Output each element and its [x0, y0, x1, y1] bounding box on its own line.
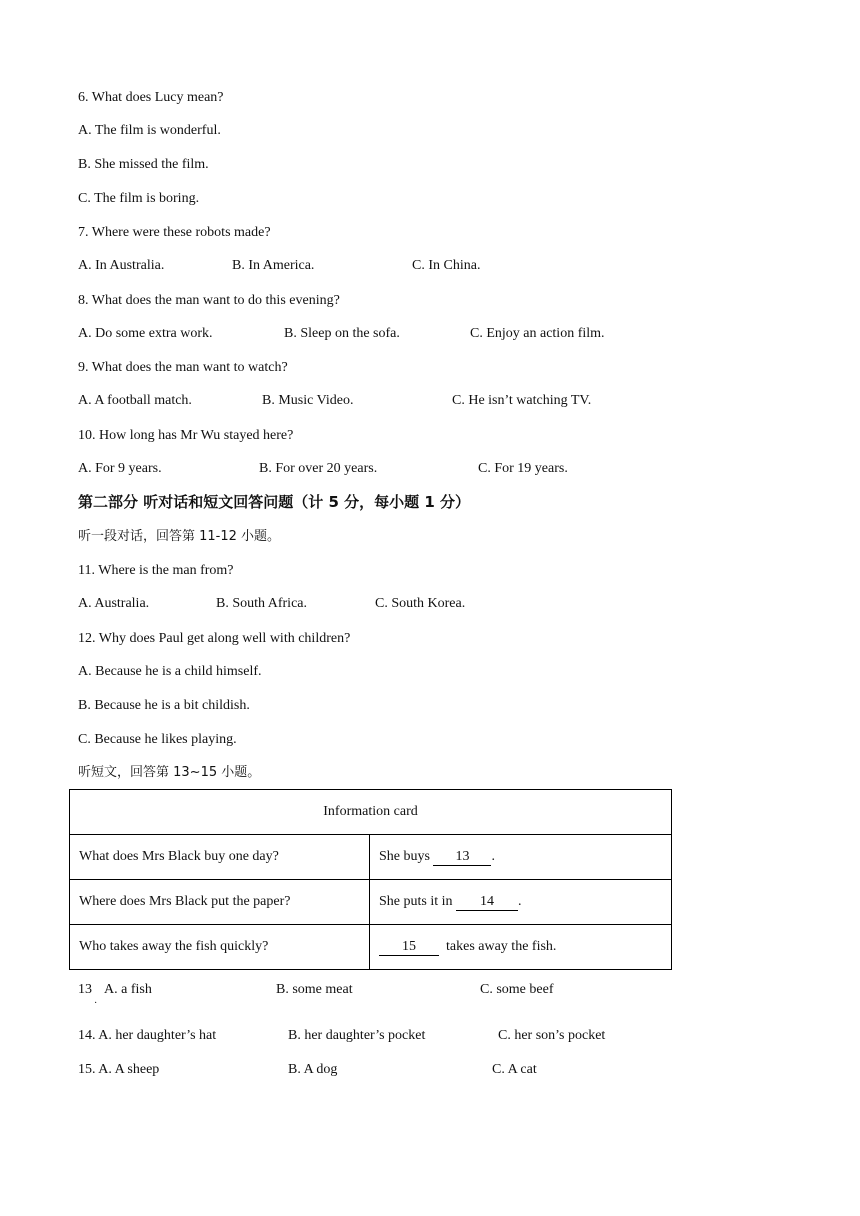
question-13-dot: ·	[94, 998, 98, 1009]
card-answer-13	[370, 835, 672, 880]
option-10c: C. For 19 years.	[478, 461, 568, 476]
option-12a: A. Because he is a child himself.	[78, 664, 262, 679]
option-9a: A. A football match.	[78, 393, 192, 408]
option-10a: A. For 9 years.	[78, 461, 162, 476]
option-11c: C. South Korea.	[375, 596, 466, 611]
card-answer-post: .	[518, 893, 522, 909]
question-9: 9. What does the man want to watch?	[78, 360, 288, 375]
option-7a: A. In Australia.	[78, 258, 165, 273]
option-8b: B. Sleep on the sofa.	[284, 326, 400, 341]
blank-15: 15	[379, 939, 439, 956]
option-13b: B. some meat	[276, 982, 353, 997]
question-7: 7. Where were these robots made?	[78, 225, 271, 240]
option-8c: C. Enjoy an action film.	[470, 326, 605, 341]
card-question-13: What does Mrs Black buy one day?	[70, 835, 370, 880]
option-15a: 15. A. A sheep	[78, 1062, 160, 1077]
question-6: 6. What does Lucy mean?	[78, 90, 224, 105]
option-6a: A. The film is wonderful.	[78, 123, 221, 138]
option-14c: C. her son’s pocket	[498, 1028, 606, 1043]
option-15c: C. A cat	[492, 1062, 537, 1077]
question-12: 12. Why does Paul get along well with children?	[78, 631, 351, 646]
card-answer-15	[370, 925, 672, 970]
part-2-instruction-1: 听一段对话，回答第 11-12 小题。	[78, 529, 281, 544]
option-10b: B. For over 20 years.	[259, 461, 378, 476]
option-12b: B. Because he is a bit childish.	[78, 698, 250, 713]
option-12c: C. Because he likes playing.	[78, 732, 237, 747]
option-13c: C. some beef	[480, 982, 554, 997]
card-answer-14	[370, 880, 672, 925]
question-8: 8. What does the man want to do this evening?	[78, 293, 340, 308]
option-14b: B. her daughter’s pocket	[288, 1028, 426, 1043]
option-6c: C. The film is boring.	[78, 191, 200, 206]
information-card-table	[69, 789, 672, 970]
option-9c: C. He isn’t watching TV.	[452, 393, 592, 408]
table-row	[70, 790, 672, 835]
question-13-number: 13	[78, 982, 92, 997]
table-row	[70, 925, 672, 970]
blank-13: 13	[433, 849, 491, 866]
blank-14: 14	[456, 894, 518, 911]
part-2-heading: 第二部分 听对话和短文回答问题（计 5 分，每小题 1 分）	[78, 493, 470, 511]
card-title: Information card	[70, 790, 672, 835]
option-6b: B. She missed the film.	[78, 157, 209, 172]
option-11a: A. Australia.	[78, 596, 150, 611]
question-10: 10. How long has Mr Wu stayed here?	[78, 428, 294, 443]
option-8a: A. Do some extra work.	[78, 326, 213, 341]
table-row	[70, 835, 672, 880]
option-15b: B. A dog	[288, 1062, 338, 1077]
option-11b: B. South Africa.	[216, 596, 307, 611]
card-question-14: Where does Mrs Black put the paper?	[70, 880, 370, 925]
option-7c: C. In China.	[412, 258, 481, 273]
part-2-instruction-2: 听短文，回答第 13~15 小题。	[78, 765, 261, 780]
question-11: 11. Where is the man from?	[78, 563, 234, 578]
option-13a: A. a fish	[104, 982, 152, 997]
option-9b: B. Music Video.	[262, 393, 354, 408]
card-answer-pre: She buys	[379, 848, 434, 864]
card-answer-post: .	[491, 848, 495, 864]
table-row	[70, 880, 672, 925]
card-question-15: Who takes away the fish quickly?	[70, 925, 370, 970]
card-answer-pre: She puts it in	[379, 893, 457, 909]
option-7b: B. In America.	[232, 258, 315, 273]
option-14a: 14. A. her daughter’s hat	[78, 1028, 217, 1043]
card-answer-post: takes away the fish.	[439, 938, 557, 954]
